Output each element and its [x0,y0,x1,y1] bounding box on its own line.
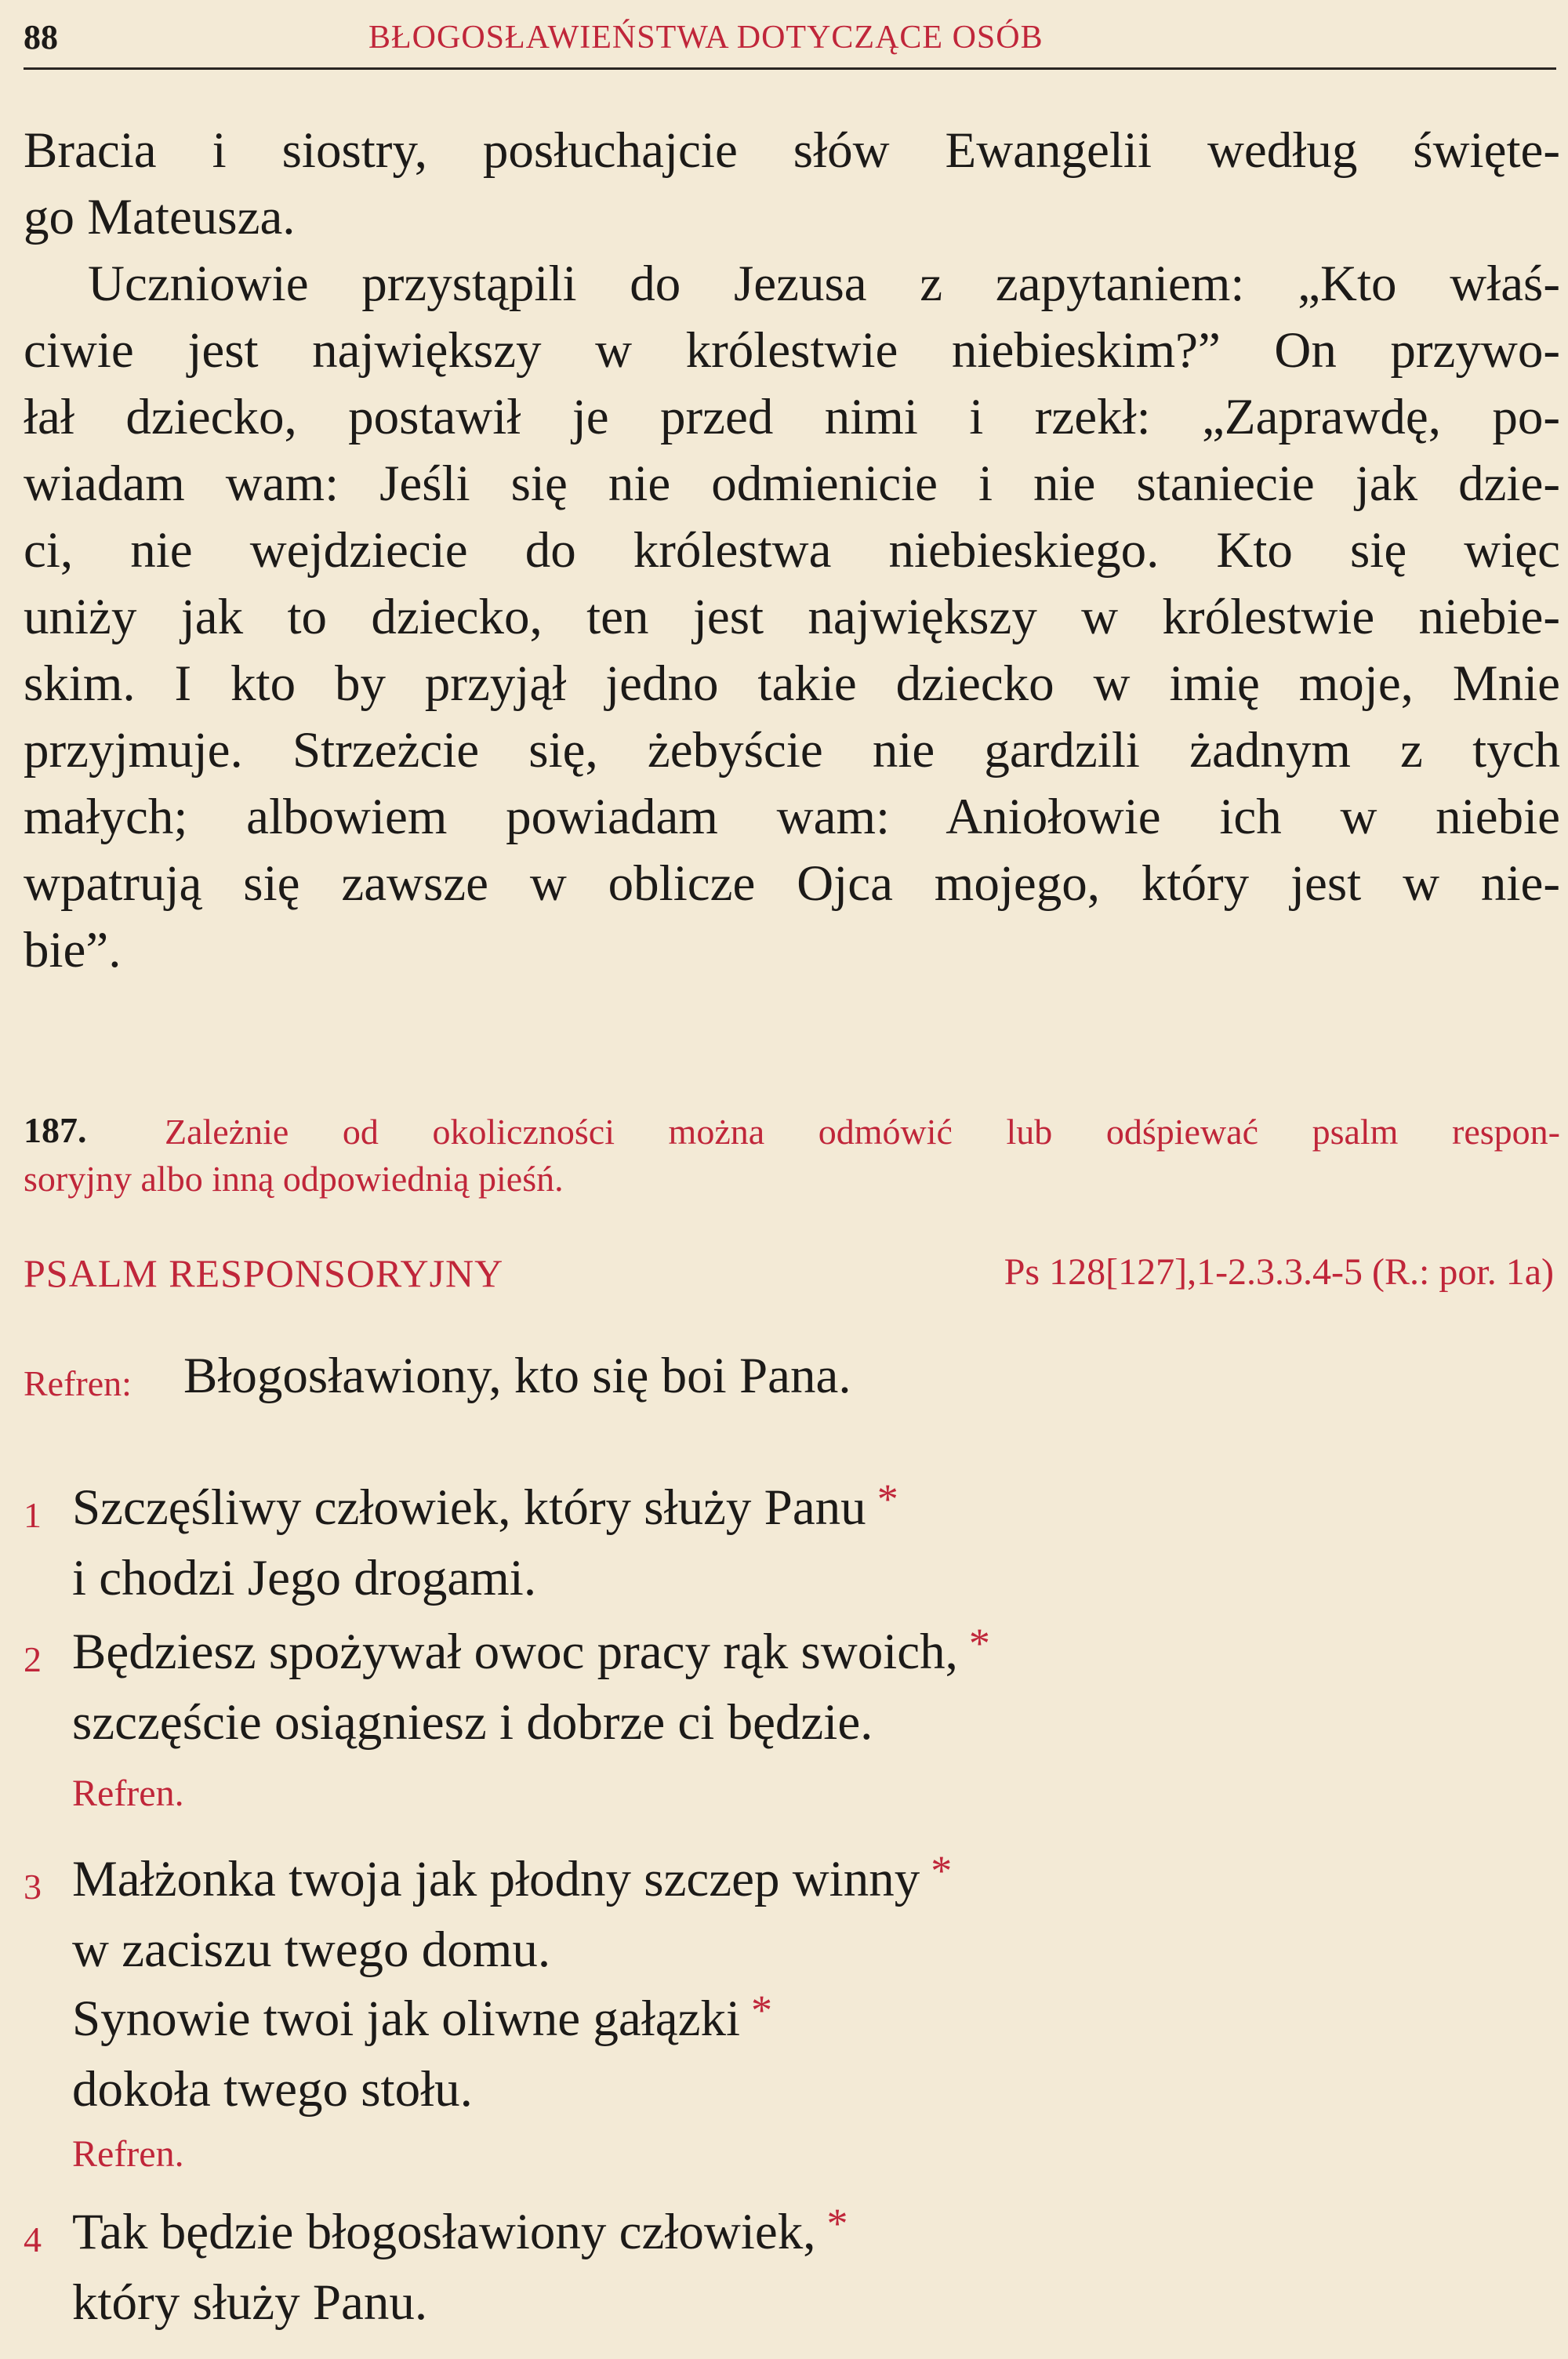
section-number: 187. [24,1110,87,1150]
text-line: uniży jak to dziecko, ten jest największy w królestwie niebie- [24,589,1560,645]
asterisk-mark: * [751,1987,773,2034]
verse-line [72,1475,898,1537]
verse-line: szczęście osiągniesz i dobrze ci będzie. [72,1694,873,1751]
verse-line: dokoła twego stołu. [72,2061,473,2118]
text-line: przyjmuje. Strzeżcie się, żebyście nie gardzili żadnym z tych [24,722,1560,778]
asterisk-mark: * [931,1847,953,1894]
psalm-title: PSALM RESPONSORYJNY [24,1251,504,1295]
page-number: 88 [24,18,58,56]
gospel-text [24,251,1560,984]
verse-line [72,2200,848,2262]
text-line: Bracia i siostry, posłuchajcie słów Ewangelii według święte- [24,122,1560,179]
text-line: wiadam wam: Jeśli się nie odmienicie i nie staniecie jak dzie- [24,455,1560,512]
rubric-line: Zależnie od okoliczności można odmówić lub odśpiewać psalm respon- [165,1112,1560,1152]
refrain-text: Błogosławiony, kto się boi Pana. [183,1348,851,1404]
verse-line [72,1847,953,1909]
asterisk-mark: * [877,1475,898,1522]
text-line: małych; albowiem powiadam wam: Aniołowie ich w niebie [24,789,1560,845]
verse-line-text: Będziesz spożywał owoc pracy rąk swoich, [72,1624,958,1680]
running-head: BŁOGOSŁAWIEŃSTWA DOTYCZĄCE OSÓB [368,20,1044,56]
verse-line-text: Małżonka twoja jak płodny szczep winny [72,1851,920,1907]
verse-line: w zaciszu twego domu. [72,1922,551,1978]
text-line: bie”. [24,922,122,978]
text-line: łał dziecko, postawił je przed nimi i rzekł: „Zaprawdę, po- [24,389,1560,445]
text-line: ci, nie wejdziecie do królestwa niebieskiego. Kto się więc [24,522,1560,579]
text-line: skim. I kto by przyjął jedno takie dziecko w imię moje, Mnie [24,655,1560,712]
psalm-reference: Ps 128[127],1-2.3.3.4-5 (R.: por. 1a) [1004,1251,1554,1293]
asterisk-mark: * [826,2200,848,2247]
rubric-line: soryjny albo inną odpowiednią pieśń. [24,1159,564,1199]
gospel-intro [24,118,1560,251]
refrain-label: Refren: [24,1363,132,1403]
verse-number: 4 [24,2219,42,2259]
verse-line [72,1987,773,2049]
verse-line-text: Szczęśliwy człowiek, który służy Panu [72,1479,866,1536]
verse-line-text: Synowie twoi jak oliwne gałązki [72,1991,741,2047]
verse-number: 2 [24,1639,42,1679]
text-line: wpatrują się zawsze w oblicze Ojca mojego, który jest w nie- [24,855,1560,912]
verse-line-text: Tak będzie błogosławiony człowiek, [72,2204,816,2260]
verse-line: i chodzi Jego drogami. [72,1550,537,1606]
verse-line [72,1620,990,1682]
page-header [24,11,1556,70]
text-line: go Mateusza. [24,189,296,245]
asterisk-mark: * [968,1620,990,1667]
refren-marker: Refren. [72,1773,184,1814]
verse-number: 1 [24,1495,42,1535]
text-line: ciwie jest największy w królestwie niebieskim?” On przywo- [24,322,1560,379]
text-line: Uczniowie przystąpili do Jezusa z zapytaniem: „Kto właś- [88,256,1560,312]
refren-marker: Refren. [72,2133,184,2175]
verse-line: który służy Panu. [72,2274,428,2331]
verse-number: 3 [24,1867,42,1907]
